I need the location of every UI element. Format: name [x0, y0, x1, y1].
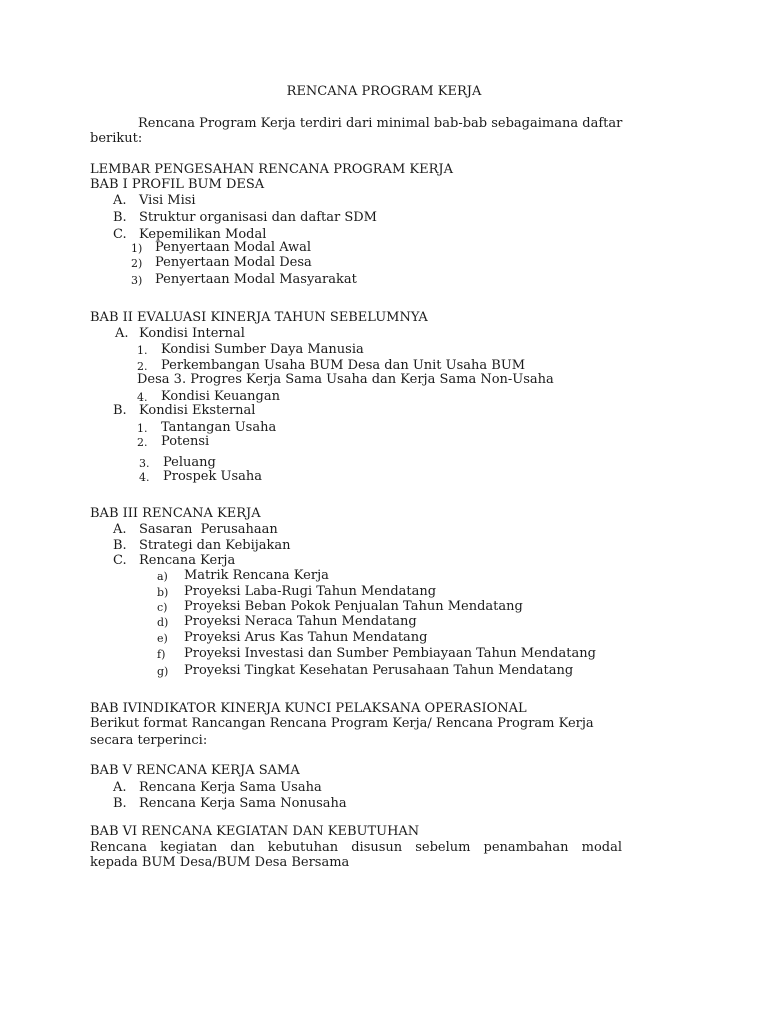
- bab2-item-b4-text: Prospek Usaha: [163, 469, 262, 484]
- bab2-item-b-text: Kondisi Eksternal: [139, 403, 256, 418]
- bab2-item-b1-marker: 1.: [137, 422, 148, 435]
- bab3-item-cd-text: Proyeksi Neraca Tahun Mendatang: [184, 614, 417, 629]
- bab5-item-a-text: Rencana Kerja Sama Usaha: [139, 780, 322, 795]
- bab3-item-b-marker: B.: [113, 538, 127, 553]
- bab3-item-ca-marker: a): [157, 570, 168, 583]
- bab3-heading: BAB III RENCANA KERJA: [90, 506, 261, 521]
- bab6-paragraph-line-1-text: Rencana kegiatan dan kebutuhan disusun sebelum penambahan modal: [90, 840, 622, 855]
- bab6-paragraph-line-2: kepada BUM Desa/BUM Desa Bersama: [90, 855, 350, 870]
- document-title: RENCANA PROGRAM KERJA: [286, 84, 482, 99]
- bab2-item-b3-marker: 3.: [139, 457, 150, 470]
- bab1-item-c3-marker: 3): [131, 274, 143, 287]
- bab3-item-cg-marker: g): [157, 665, 169, 678]
- bab3-item-a-marker: A.: [113, 522, 127, 537]
- bab1-item-b-marker: B.: [113, 210, 127, 225]
- intro-line-1: Rencana Program Kerja terdiri dari minimal bab-bab sebagaimana daftar: [138, 116, 623, 131]
- bab4-paragraph-line-1: Berikut format Rancangan Rencana Program Kerja/ Rencana Program Kerja: [90, 716, 594, 731]
- bab2-item-a1-marker: 1.: [137, 344, 148, 357]
- bab2-item-b4-marker: 4.: [139, 471, 150, 484]
- bab3-item-cb-marker: b): [157, 586, 169, 599]
- bab2-item-b2-text: Potensi: [161, 434, 210, 449]
- bab1-item-b-text: Struktur organisasi dan daftar SDM: [139, 210, 377, 225]
- bab3-item-cd-marker: d): [157, 616, 169, 629]
- bab3-item-cb-text: Proyeksi Laba-Rugi Tahun Mendatang: [184, 584, 437, 599]
- bab3-item-ce-marker: e): [157, 632, 168, 645]
- bab2-item-a-marker: A.: [115, 326, 129, 341]
- bab3-item-cf-text: Proyeksi Investasi dan Sumber Pembiayaan Tahun Mendatang: [184, 646, 596, 661]
- bab4-paragraph-line-2: secara terperinci:: [90, 733, 208, 748]
- bab2-item-a4-text: Kondisi Keuangan: [161, 389, 280, 404]
- bab2-item-b1-text: Tantangan Usaha: [161, 420, 277, 435]
- bab2-item-b-marker: B.: [113, 403, 127, 418]
- bab5-item-b-marker: B.: [113, 796, 127, 811]
- bab2-heading: BAB II EVALUASI KINERJA TAHUN SEBELUMNYA: [90, 310, 428, 325]
- bab1-item-c3-text: Penyertaan Modal Masyarakat: [155, 272, 357, 287]
- bab1-item-a-text: Visi Misi: [139, 193, 196, 208]
- bab4-heading: BAB IVINDIKATOR KINERJA KUNCI PELAKSANA OPERASIONAL: [90, 701, 527, 716]
- bab1-item-a-marker: A.: [113, 193, 127, 208]
- bab5-item-a-marker: A.: [113, 780, 127, 795]
- bab3-item-b-text: Strategi dan Kebijakan: [139, 538, 291, 553]
- bab2-item-a4-marker: 4.: [137, 391, 148, 404]
- bab5-item-b-text: Rencana Kerja Sama Nonusaha: [139, 796, 347, 811]
- bab1-item-c-marker: C.: [113, 227, 127, 242]
- bab3-item-cc-marker: c): [157, 601, 168, 614]
- bab3-item-ca-text: Matrik Rencana Kerja: [184, 568, 329, 583]
- bab3-item-a-text: Sasaran Perusahaan: [139, 522, 278, 537]
- bab5-heading: BAB V RENCANA KERJA SAMA: [90, 763, 300, 778]
- bab1-item-c-text: Kepemilikan Modal: [139, 227, 267, 242]
- bab1-heading: BAB I PROFIL BUM DESA: [90, 177, 265, 192]
- lembar-pengesahan-heading: LEMBAR PENGESAHAN RENCANA PROGRAM KERJA: [90, 162, 453, 177]
- bab3-item-ce-text: Proyeksi Arus Kas Tahun Mendatang: [184, 630, 428, 645]
- bab2-item-a2-continuation: Desa 3. Progres Kerja Sama Usaha dan Kerja Sama Non-Usaha: [137, 372, 554, 387]
- bab2-item-b3-text: Peluang: [163, 455, 216, 470]
- bab6-paragraph-line-1: [90, 840, 622, 856]
- bab3-item-c-marker: C.: [113, 553, 127, 568]
- bab1-item-c2-text: Penyertaan Modal Desa: [155, 255, 312, 270]
- bab1-item-c2-marker: 2): [131, 257, 143, 270]
- bab3-item-cg-text: Proyeksi Tingkat Kesehatan Perusahaan Tahun Mendatang: [184, 663, 574, 678]
- bab3-item-c-text: Rencana Kerja: [139, 553, 236, 568]
- bab1-item-c1-marker: 1): [131, 242, 143, 255]
- bab3-item-cf-marker: f): [157, 648, 166, 661]
- bab2-item-a1-text: Kondisi Sumber Daya Manusia: [161, 342, 364, 357]
- bab1-item-c1-text: Penyertaan Modal Awal: [155, 240, 312, 255]
- bab2-item-b2-marker: 2.: [137, 436, 148, 449]
- bab2-item-a2-marker: 2.: [137, 360, 148, 373]
- bab6-heading: BAB VI RENCANA KEGIATAN DAN KEBUTUHAN: [90, 824, 420, 839]
- intro-line-2: berikut:: [90, 131, 143, 146]
- bab2-item-a2-text: Perkembangan Usaha BUM Desa dan Unit Usaha BUM: [161, 358, 526, 373]
- bab3-item-cc-text: Proyeksi Beban Pokok Penjualan Tahun Mendatang: [184, 599, 523, 614]
- bab2-item-a-text: Kondisi Internal: [139, 326, 245, 341]
